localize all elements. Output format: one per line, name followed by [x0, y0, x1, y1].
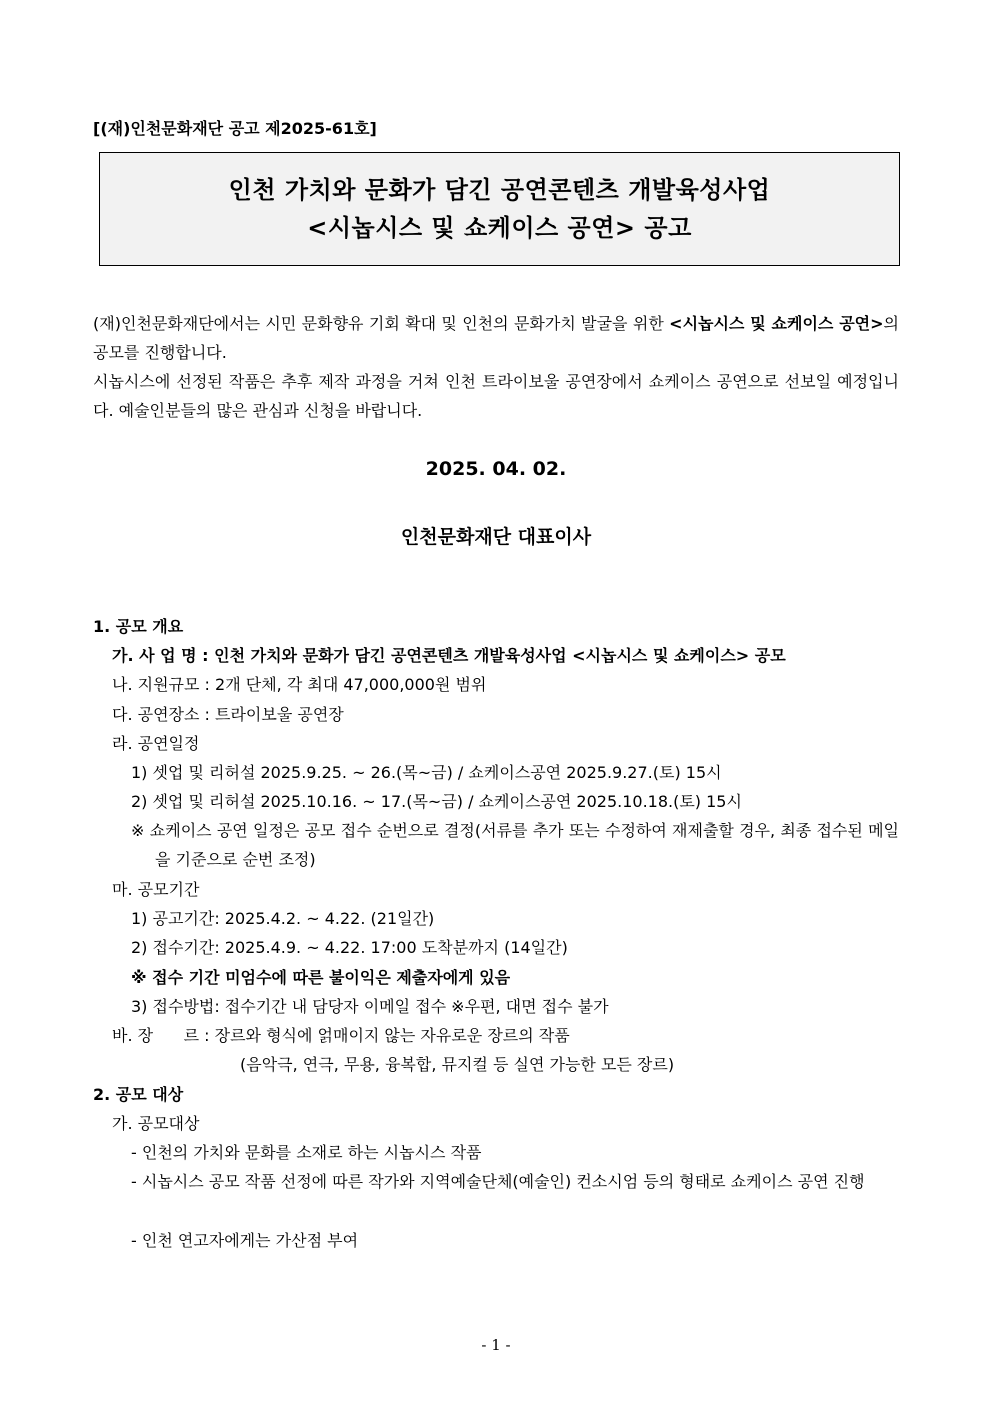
intro-p1-bold: <시놉시스 및 쇼케이스 공연> [669, 314, 884, 333]
period-note: ※ 접수 기간 미엄수에 따른 불이익은 제출자에게 있음 [131, 968, 511, 987]
intro-paragraph-2: 시놉시스에 선정된 작품은 추후 제작 과정을 거쳐 인천 트라이보울 공연장에서 쇼케이스 공연으로 선보일 예정입니다. 예술인분들의 많은 관심과 신청을 바랍니다. [93, 372, 899, 420]
page-number: - 1 - [481, 1336, 511, 1354]
target-item-3: - 인천 연고자에게는 가산점 부여 [131, 1231, 359, 1250]
intro-p1-a: (재)인천문화재단에서는 시민 문화향유 기회 확대 및 인천의 문화가치 발굴을 위한 [93, 314, 670, 333]
intro-p1-c: 의 공모를 진행합니다. [93, 314, 899, 362]
intro-text [93, 309, 899, 425]
section1-item-a: 가. 사 업 명 : 인천 가치와 문화가 담긴 공연콘텐츠 개발육성사업 <시놉시스 및 쇼케이스> 공모 [112, 646, 786, 665]
target-item-1: - 인천의 가치와 문화를 소재로 하는 시놉시스 작품 [131, 1143, 482, 1162]
issuer: 인천문화재단 대표이사 [400, 526, 592, 548]
schedule-1: 1) 셋업 및 리허설 2025.9.25. ~ 26.(목~금) / 쇼케이스공연 2025.9.27.(토) 15시 [131, 763, 722, 782]
genre-sub: (음악극, 연극, 무용, 융복합, 뮤지컬 등 실연 가능한 모든 장르) [240, 1055, 675, 1074]
section1-heading: 1. 공모 개요 [93, 617, 184, 636]
section1-item-c: 다. 공연장소 : 트라이보울 공연장 [112, 705, 344, 724]
schedule-2: 2) 셋업 및 리허설 2025.10.16. ~ 17.(목~금) / 쇼케이스공연 2025.10.18.(토) 15시 [131, 792, 742, 811]
period-2: 2) 접수기간: 2025.4.9. ~ 4.22. 17:00 도착분까지 (14일간) [131, 938, 568, 957]
period-1: 1) 공고기간: 2025.4.2. ~ 4.22. (21일간) [131, 909, 435, 928]
section2-item-a: 가. 공모대상 [112, 1114, 200, 1133]
section1-item-e: 마. 공모기간 [112, 880, 200, 899]
title-line-1: 인천 가치와 문화가 담긴 공연콘텐츠 개발육성사업 [228, 176, 771, 204]
title-line-2: <시놉시스 및 쇼케이스 공연> 공고 [307, 214, 692, 242]
period-3: 3) 접수방법: 접수기간 내 담당자 이메일 접수 ※우편, 대면 접수 불가 [131, 997, 609, 1016]
section2-heading: 2. 공모 대상 [93, 1085, 184, 1104]
title-box [99, 152, 900, 266]
section1-item-d: 라. 공연일정 [112, 734, 200, 753]
section1-item-f: 바. 장 르 : 장르와 형식에 얽매이지 않는 자유로운 장르의 작품 [112, 1026, 570, 1045]
intro-paragraph-1 [93, 309, 899, 367]
section1-item-b: 나. 지원규모 : 2개 단체, 각 최대 47,000,000원 범위 [112, 675, 487, 694]
notice-date: 2025. 04. 02. [425, 458, 567, 480]
notice-number: [(재)인천문화재단 공고 제2025-61호] [93, 119, 377, 138]
schedule-note: ※ 쇼케이스 공연 일정은 공모 접수 순번으로 결정(서류를 추가 또는 수정하여 재제출할 경우, 최종 접수된 메일을 기준으로 순번 조정) [131, 821, 899, 869]
target-item-2: - 시놉시스 공모 작품 선정에 따른 작가와 지역예술단체(예술인) 컨소시엄 등의 형태로 쇼케이스 공연 진행 [131, 1172, 865, 1191]
